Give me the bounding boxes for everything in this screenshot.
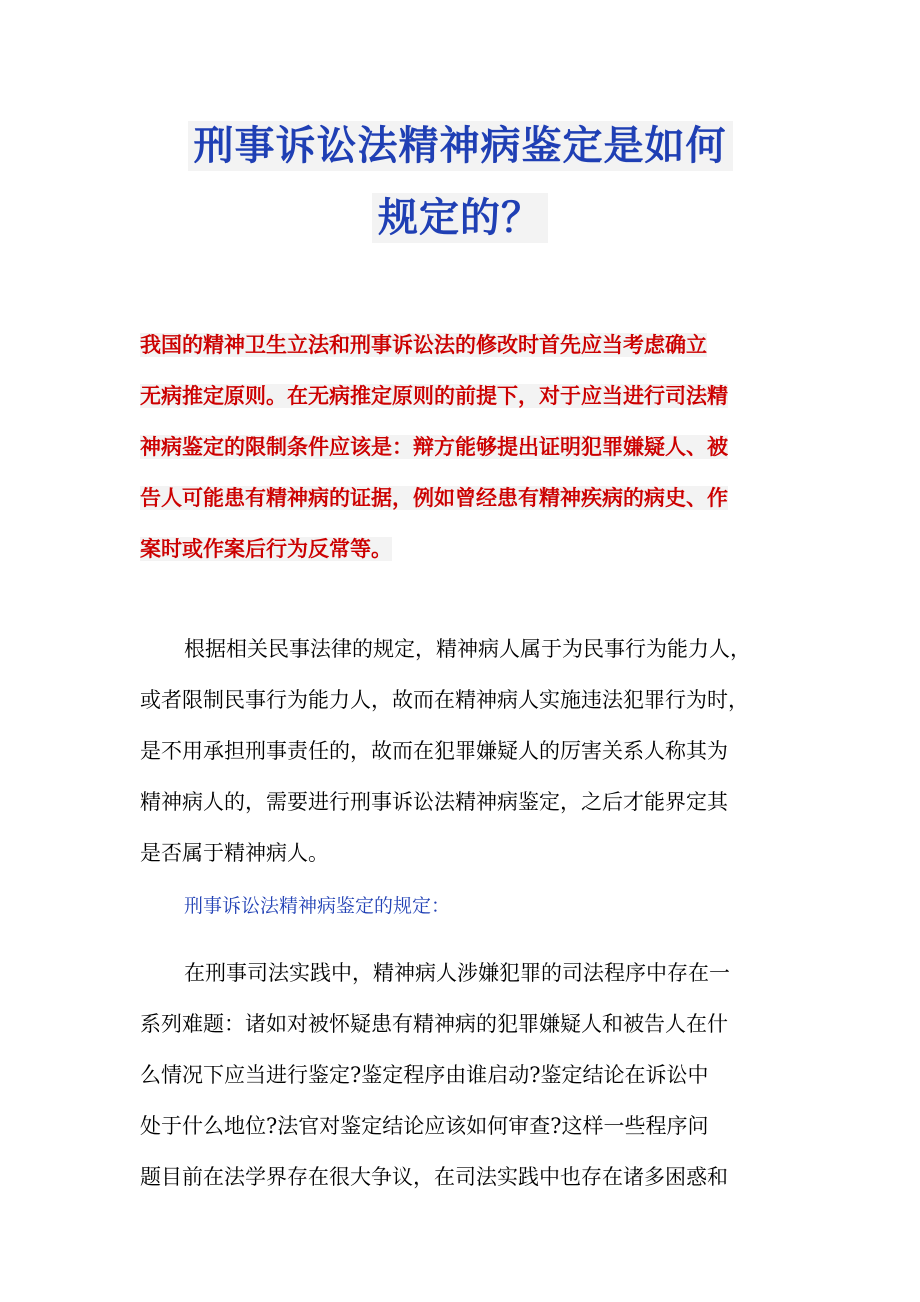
- document-title-line-2: [0, 189, 920, 247]
- intro-text: 无病推定原则。在无病推定原则的前提下，对于应当进行司法精: [140, 384, 728, 408]
- paragraph-line: 题目前在法学界存在很大争议，在司法实践中也存在诸多困惑和: [140, 1165, 728, 1189]
- intro-text: 我国的精神卫生立法和刑事诉讼法的修改时首先应当考虑确立: [140, 333, 707, 357]
- paragraph-line: 系列难题：诸如对被怀疑患有精神病的犯罪嫌疑人和被告人在什: [140, 1012, 728, 1036]
- title-text-1: 刑事诉讼法精神病鉴定是如何: [188, 121, 733, 171]
- section-subheading: 刑事诉讼法精神病鉴定的规定：: [184, 895, 451, 917]
- paragraph-line: 是否属于精神病人。: [140, 841, 329, 865]
- title-text-2: 规定的？: [372, 193, 548, 243]
- paragraph-line: 根据相关民事法律的规定，精神病人属于为民事行为能力人，: [184, 637, 751, 661]
- paragraph-line: 么情况下应当进行鉴定?鉴定程序由谁启动?鉴定结论在诉讼中: [140, 1063, 709, 1087]
- paragraph-line: 精神病人的，需要进行刑事诉讼法精神病鉴定，之后才能界定其: [140, 790, 728, 814]
- intro-text: 案时或作案后行为反常等。: [140, 537, 392, 561]
- intro-line: [140, 332, 790, 358]
- paragraph-line: 在刑事司法实践中，精神病人涉嫌犯罪的司法程序中存在一: [184, 961, 730, 985]
- intro-line: [140, 383, 790, 409]
- document-title-line-1: [0, 117, 920, 175]
- paragraph-line: 是不用承担刑事责任的，故而在犯罪嫌疑人的厉害关系人称其为: [140, 739, 728, 763]
- intro-line: [140, 485, 790, 511]
- intro-text: 神病鉴定的限制条件应该是：辩方能够提出证明犯罪嫌疑人、被: [140, 435, 728, 459]
- intro-text: 告人可能患有精神病的证据，例如曾经患有精神疾病的病史、作: [140, 486, 728, 510]
- intro-line: [140, 434, 790, 460]
- paragraph-line: 处于什么地位?法官对鉴定结论应该如何审查?这样一些程序问: [140, 1114, 709, 1138]
- intro-line: [140, 536, 790, 562]
- paragraph-line: 或者限制民事行为能力人，故而在精神病人实施违法犯罪行为时，: [140, 688, 749, 712]
